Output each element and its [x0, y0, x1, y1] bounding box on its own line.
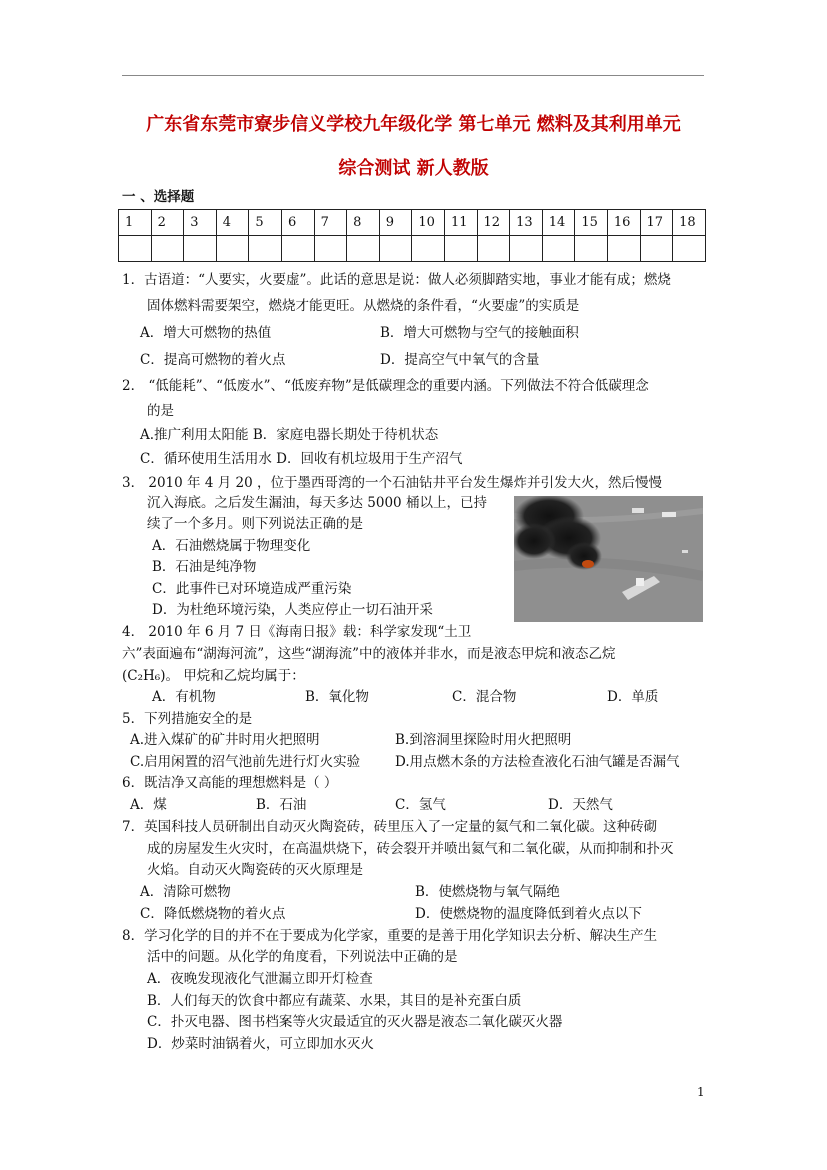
page-number: 1: [697, 1085, 705, 1099]
answer-number-cell: 13: [510, 210, 543, 236]
answer-table-number-row: [119, 210, 706, 236]
text-line: 的是: [147, 403, 174, 419]
answer-blank-cell: [477, 236, 510, 262]
answer-blank-cell: [575, 236, 608, 262]
text-line: 沉入海底。之后发生漏油，每天多达 5000 桶以上，已持: [147, 495, 487, 511]
text-line: A.推广利用太阳能 B．家庭电器长期处于待机状态: [140, 427, 439, 443]
text-line: B.到溶洞里探险时用火把照明: [395, 732, 572, 748]
answer-number-cell: 16: [607, 210, 640, 236]
answer-number-cell: 5: [249, 210, 282, 236]
text-line: A.进入煤矿的矿井时用火把照明: [130, 732, 320, 748]
answer-blank-cell: [607, 236, 640, 262]
text-line: B．石油是纯净物: [152, 559, 257, 575]
answer-blank-cell: [184, 236, 217, 262]
answer-table: [118, 209, 706, 262]
text-line: C．混合物: [452, 689, 517, 705]
text-line: 5．下列措施安全的是: [122, 711, 253, 727]
text-line: C．扑灭电器、图书档案等火灾最适宜的灭火器是液态二氧化碳灭火器: [147, 1014, 563, 1030]
answer-number-cell: 4: [216, 210, 249, 236]
answer-blank-cell: [673, 236, 706, 262]
text-line: (C₂H₆)。 甲烷和乙烷均属于：: [122, 668, 305, 684]
answer-number-cell: 8: [347, 210, 380, 236]
answer-blank-cell: [542, 236, 575, 262]
text-line: A．煤: [130, 797, 167, 813]
answer-number-cell: 12: [477, 210, 510, 236]
answer-number-cell: 15: [575, 210, 608, 236]
answer-blank-cell: [281, 236, 314, 262]
answer-number-cell: 3: [184, 210, 217, 236]
text-line: D．天然气: [548, 797, 613, 813]
text-line: 8．学习化学的目的并不在于要成为化学家，重要的是善于用化学知识去分析、解决生产生: [122, 928, 658, 944]
answer-blank-cell: [510, 236, 543, 262]
text-line: 2． “低能耗”、“低废水”、“低废弃物”是低碳理念的重要内涵。下列做法不符合低碳理念: [122, 378, 649, 394]
text-line: D．单质: [607, 689, 659, 705]
text-line: 4． 2010 年 6 月 7 日《海南日报》载：科学家发现“土卫: [122, 624, 472, 640]
answer-blank-cell: [249, 236, 282, 262]
oil-rig-fire-photo: [514, 496, 703, 622]
answer-number-cell: 14: [542, 210, 575, 236]
text-line: D．为杜绝环境污染，人类应停止一切石油开采: [152, 602, 433, 618]
text-line: C．降低燃烧物的着火点: [140, 906, 286, 922]
answer-blank-cell: [119, 236, 152, 262]
text-line: A．增大可燃物的热值: [140, 325, 272, 341]
text-line: C．此事件已对环境造成严重污染: [152, 581, 352, 597]
answer-number-cell: 2: [151, 210, 184, 236]
text-line: D．使燃烧物的温度降低到着火点以下: [415, 906, 642, 922]
answer-blank-cell: [216, 236, 249, 262]
answer-blank-cell: [379, 236, 412, 262]
text-line: 3． 2010 年 4 月 20 ，位于墨西哥湾的一个石油钻井平台发生爆炸并引发大火，然后慢慢: [122, 475, 662, 491]
text-line: A．有机物: [152, 689, 216, 705]
text-line: D．提高空气中氧气的含量: [380, 352, 540, 368]
text-line: C．提高可燃物的着火点: [140, 352, 286, 368]
text-line: B．人们每天的饮食中都应有蔬菜、水果，其目的是补充蛋白质: [147, 993, 522, 1009]
text-line: C.启用闲置的沼气池前先进行灯火实验: [130, 754, 361, 770]
text-line: C．氢气: [395, 797, 446, 813]
text-line: A．清除可燃物: [140, 884, 231, 900]
text-line: B．增大可燃物与空气的接触面积: [380, 325, 579, 341]
text-line: 1．古语道：“人要实，火要虚”。此话的意思是说：做人必须脚踏实地，事业才能有成；燃烧: [122, 272, 671, 288]
answer-table-blank-row: [119, 236, 706, 262]
text-line: A．夜晚发现液化气泄漏立即开灯检查: [147, 971, 373, 987]
title-line-1: 广东省东莞市寮步信义学校九年级化学 第七单元 燃料及其利用单元: [146, 114, 681, 135]
answer-number-cell: 11: [444, 210, 477, 236]
text-line: 7．英国科技人员研制出自动灭火陶瓷砖，砖里压入了一定量的氦气和二氧化碳。这种砖砌: [122, 819, 658, 835]
answer-blank-cell: [640, 236, 673, 262]
text-line: B．使燃烧物与氧气隔绝: [415, 884, 560, 900]
answer-number-cell: 17: [640, 210, 673, 236]
answer-blank-cell: [314, 236, 347, 262]
text-line: 固体燃料需要架空，燃烧才能更旺。从燃烧的条件看，“火要虚”的实质是: [147, 298, 580, 314]
text-line: C．循环使用生活用水 D．回收有机垃圾用于生产沼气: [140, 451, 463, 467]
answer-blank-cell: [151, 236, 184, 262]
text-line: A．石油燃烧属于物理变化: [152, 538, 311, 554]
header-rule: [122, 75, 704, 76]
text-line: 活中的问题。从化学的角度看，下列说法中正确的是: [147, 949, 458, 965]
answer-number-cell: 7: [314, 210, 347, 236]
answer-blank-cell: [444, 236, 477, 262]
text-line: B．石油: [256, 797, 307, 813]
answer-number-cell: 1: [119, 210, 152, 236]
answer-number-cell: 9: [379, 210, 412, 236]
text-line: B．氧化物: [305, 689, 369, 705]
title-line-2: 综合测试 新人教版: [338, 158, 489, 179]
text-line: 六”表面遍布“湖海河流”，这些“湖海流”中的液体并非水，而是液态甲烷和液态乙烷: [122, 646, 616, 662]
text-line: 成的房屋发生火灾时，在高温烘烧下，砖会裂开并喷出氦气和二氧化碳，从而抑制和扑灭: [147, 841, 674, 857]
text-line: 续了一个多月。则下列说法正确的是: [147, 516, 363, 532]
text-line: D．炒菜时油锅着火，可立即加水灭火: [147, 1036, 374, 1052]
answer-blank-cell: [347, 236, 380, 262]
answer-number-cell: 10: [412, 210, 445, 236]
text-line: 火焰。自动灭火陶瓷砖的灭火原理是: [147, 862, 363, 878]
section-heading: 一 、选择题: [122, 189, 195, 205]
answer-number-cell: 18: [673, 210, 706, 236]
answer-blank-cell: [412, 236, 445, 262]
answer-number-cell: 6: [281, 210, 314, 236]
text-line: 6．既洁净又高能的理想燃料是（ ）: [122, 775, 338, 791]
text-line: D.用点燃木条的方法检查液化石油气罐是否漏气: [395, 754, 680, 770]
